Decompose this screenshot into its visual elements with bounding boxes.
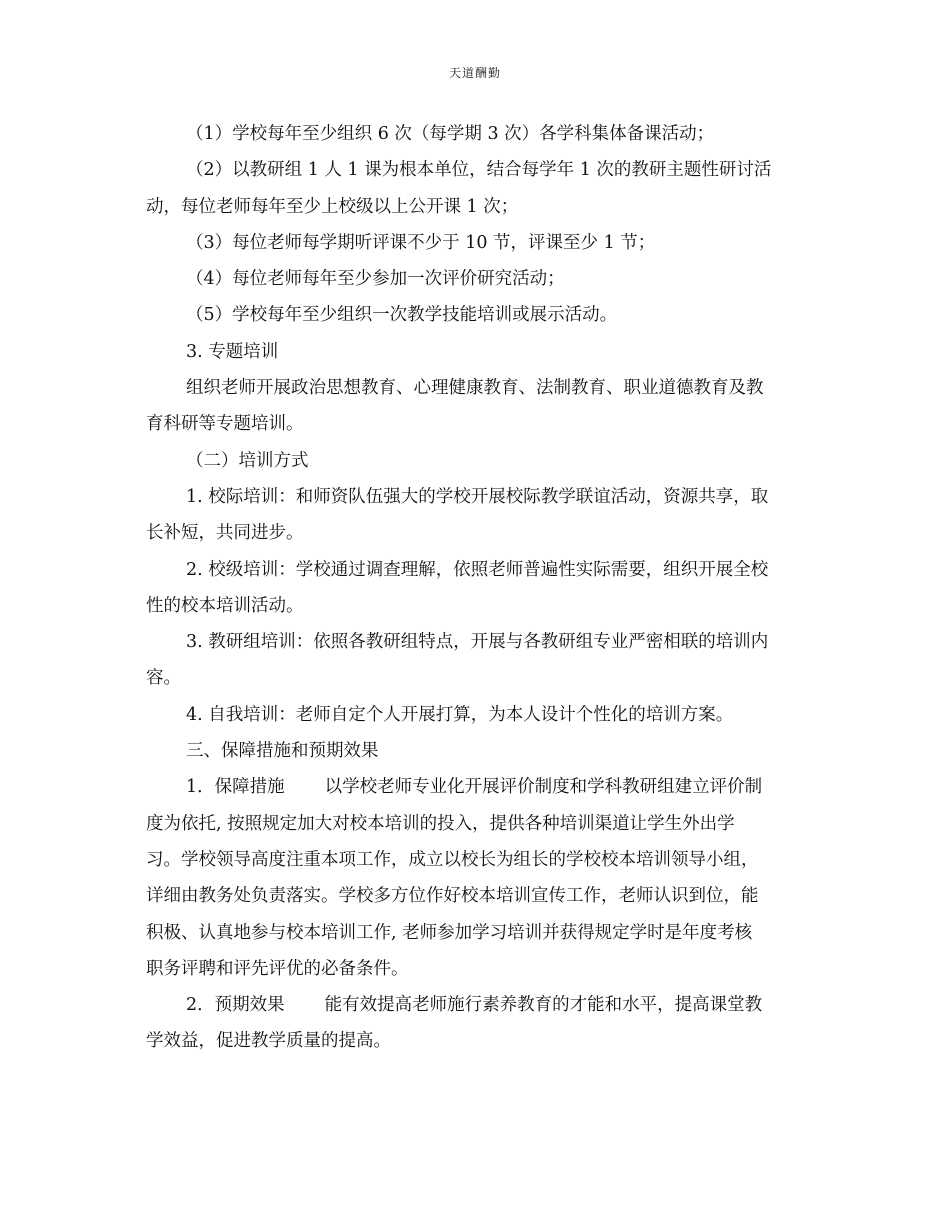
document-body bbox=[146, 116, 806, 1060]
paragraph-line: 习。学校领导高度注重本项工作，成立以校长为组长的学校校本培训领导小组， bbox=[146, 849, 759, 870]
paragraph-line bbox=[146, 769, 806, 805]
paragraph-line: 学效益，促进教学质量的提高。 bbox=[146, 1031, 391, 1052]
paragraph-line: 性的校本培训活动。 bbox=[146, 595, 304, 616]
paragraph-line: 长补短，共同进步。 bbox=[146, 523, 304, 544]
paragraph-line: （3）每位老师每学期听评课不少于 10 节，评课至少 1 节； bbox=[186, 232, 656, 253]
section-heading: 3. 专题培训 bbox=[186, 341, 279, 362]
paragraph-text: 以学校老师专业化开展评价制度和学科教研组建立评价制 bbox=[324, 777, 763, 798]
paragraph-line: 2. 校级培训：学校通过调查理解，依照老师普遍性实际需要，组织开展全校 bbox=[186, 559, 769, 580]
paragraph-line: 度为依托, 按照规定加大对校本培训的投入，提供各种培训渠道让学生外出学 bbox=[146, 813, 735, 834]
paragraph-line bbox=[146, 987, 806, 1023]
paragraph-line: 积极、认真地参与校本培训工作, 老师参加学习培训并获得规定学时是年度考核 bbox=[146, 922, 753, 943]
section-heading: 三、保障措施和预期效果 bbox=[186, 741, 379, 762]
section-heading: （二）培训方式 bbox=[186, 450, 309, 471]
paragraph-line: 1. 校际培训：和师资队伍强大的学校开展校际教学联谊活动，资源共享，取 bbox=[186, 486, 769, 507]
paragraph-line: （5）学校每年至少组织一次教学技能培训或展示活动。 bbox=[186, 305, 618, 326]
page-header: 天道酬勤 bbox=[448, 66, 501, 80]
paragraph-text: 能有效提高老师施行素养教育的才能和水平，提高课堂教 bbox=[324, 995, 763, 1016]
paragraph-line: 组织老师开展政治思想教育、心理健康教育、法制教育、职业道德教育及教 bbox=[186, 378, 764, 399]
paragraph-line: 4. 自我培训：老师自定个人开展打算，为本人设计个性化的培训方案。 bbox=[186, 704, 734, 725]
paragraph-line: 详细由教务处负责落实。学校多方位作好校本培训宣传工作，老师认识到位，能 bbox=[146, 886, 759, 907]
subheading: 2．预期效果 bbox=[186, 995, 285, 1016]
paragraph-line: （1）学校每年至少组织 6 次（每学期 3 次）各学科集体备课活动； bbox=[186, 124, 715, 144]
paragraph-line: （4）每位老师每年至少参加一次评价研究活动； bbox=[186, 269, 565, 290]
paragraph-line: 容。 bbox=[146, 668, 181, 689]
paragraph-line: 3. 教研组培训：依照各教研组特点，开展与各教研组专业严密相联的培训内 bbox=[186, 632, 769, 653]
paragraph-line: 育科研等专题培训。 bbox=[146, 414, 304, 435]
paragraph-line: 动，每位老师每年至少上校级以上公开课 1 次； bbox=[146, 196, 519, 217]
paragraph-line: （2）以教研组 1 人 1 课为根本单位，结合每学年 1 次的教研主题性研讨活 bbox=[186, 160, 772, 181]
paragraph-line: 职务评聘和评先评优的必备条件。 bbox=[146, 958, 409, 979]
subheading: 1．保障措施 bbox=[186, 777, 285, 798]
